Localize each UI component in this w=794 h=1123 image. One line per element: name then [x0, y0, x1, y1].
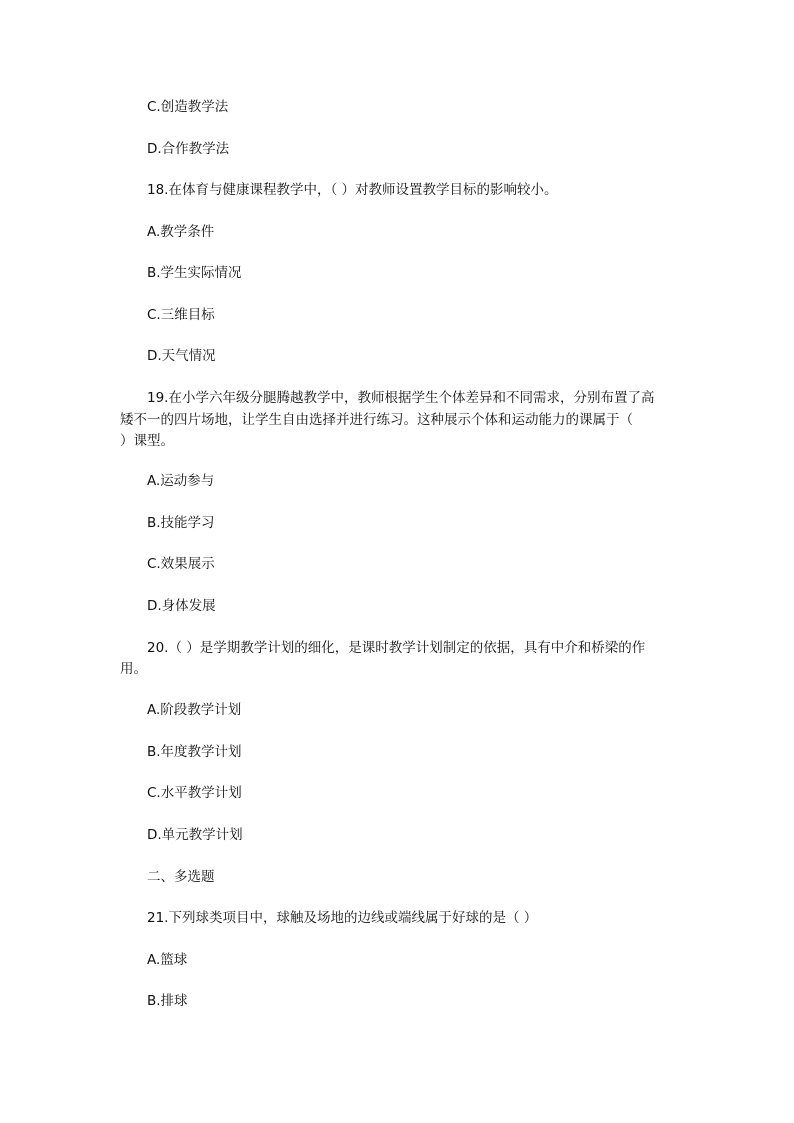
- q19-option-a: A.运动参与: [147, 473, 215, 489]
- q19-option-b: B.技能学习: [147, 515, 215, 531]
- q18-stem: 18.在体育与健康课程教学中，（ ）对教师设置教学目标的影响较小。: [147, 182, 558, 198]
- q19-stem-line-1: 19.在小学六年级分腿腾越教学中，教师根据学生个体差异和不同需求，分别布置了高: [147, 390, 655, 406]
- section-2-title: 二、多选题: [147, 869, 215, 885]
- q18-option-d: D.天气情况: [147, 348, 216, 364]
- q20-option-b: B.年度教学计划: [147, 744, 242, 760]
- q18-option-c: C.三维目标: [147, 307, 215, 323]
- q21-option-b: B.排球: [147, 993, 188, 1009]
- q21-stem: 21.下列球类项目中，球触及场地的边线或端线属于好球的是（ ）: [147, 910, 538, 926]
- q21-option-a: A.篮球: [147, 952, 188, 968]
- q19-stem-line-2: 矮不一的四片场地，让学生自由选择并进行练习。这种展示个体和运动能力的课属于（: [120, 412, 633, 428]
- q20-stem-line-2: 用。: [120, 661, 147, 677]
- q19-option-c: C.效果展示: [147, 556, 215, 572]
- q18-option-a: A.教学条件: [147, 224, 215, 240]
- q20-stem-line-1: 20.（ ）是学期教学计划的细化，是课时教学计划制定的依据，具有中介和桥梁的作: [147, 640, 646, 656]
- q19-option-d: D.身体发展: [147, 598, 216, 614]
- q18-option-b: B.学生实际情况: [147, 265, 242, 281]
- q20-option-a: A.阶段教学计划: [147, 702, 242, 718]
- q19-stem-line-3: ）课型。: [120, 433, 174, 449]
- q20-option-d: D.单元教学计划: [147, 827, 243, 843]
- q20-option-c: C.水平教学计划: [147, 785, 242, 801]
- q17-option-d: D.合作教学法: [147, 141, 230, 157]
- q17-option-c: C.创造教学法: [147, 99, 229, 115]
